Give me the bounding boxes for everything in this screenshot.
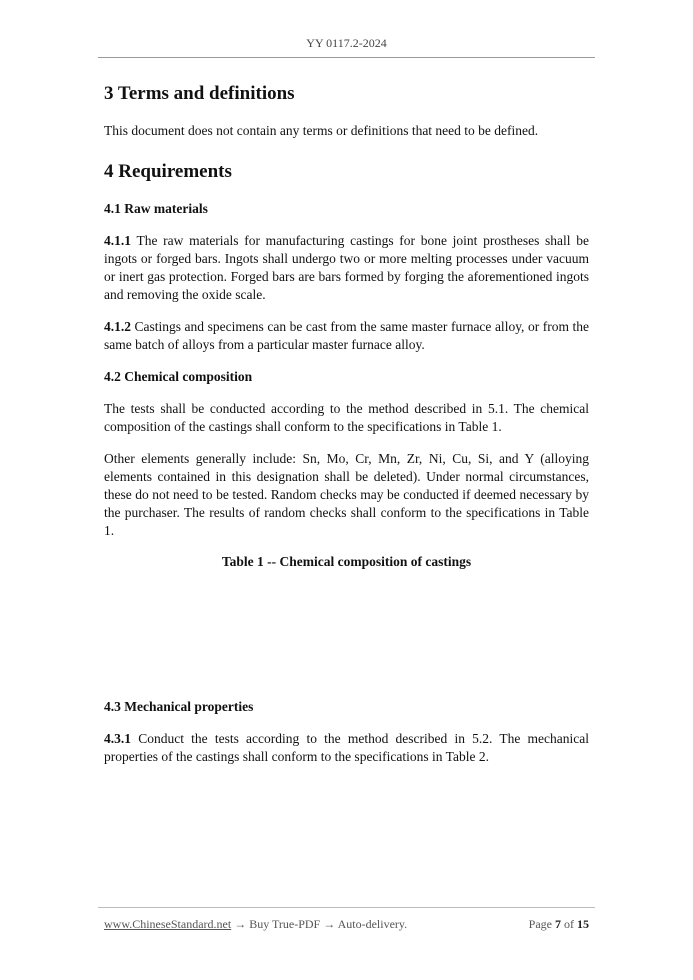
header-divider [98, 57, 595, 58]
paragraph-4-1-1 [104, 232, 589, 304]
section-4-2-title: 4.2 Chemical composition [104, 369, 253, 384]
arrow-icon: → [320, 917, 338, 931]
paragraph-4-2-a: The tests shall be conducted according to the method described in 5.1. The chemical composition of the castings shall conform to the specifications in Table 1. [104, 401, 589, 434]
page-footer [104, 917, 589, 932]
page-indicator [529, 917, 589, 932]
site-link[interactable]: www.ChineseStandard.net [104, 917, 232, 931]
paragraph-4-2-b: Other elements generally include: Sn, Mo, Cr, Mn, Zr, Ni, Cu, Si, and Y (alloying elements contained in this designation shall be deleted). Under normal circumstances, these do not need to be tested. Random checks may be conducted if deemed necessary by the purchaser. The results of random checks shall conform to the specifications in Table 1. [104, 451, 589, 538]
buy-text: Buy True-PDF [249, 917, 321, 931]
footer-left [104, 917, 407, 932]
section-4-1-title: 4.1 Raw materials [104, 201, 208, 216]
clause-number: 4.3.1 [104, 731, 131, 746]
table-1-caption: Table 1 -- Chemical composition of castings [221, 554, 472, 569]
page-number: 7 [555, 917, 561, 931]
table-1-area [104, 571, 589, 698]
section-4-title: 4 Requirements [104, 161, 232, 182]
clause-text: Conduct the tests according to the method described in 5.2. The mechanical properties of the castings shall conform to the specifications in Table 2. [104, 731, 589, 764]
paragraph-4-1-2 [104, 318, 589, 354]
auto-delivery-text: Auto-delivery. [337, 917, 408, 931]
clause-number: 4.1.2 [104, 319, 131, 334]
header-doc-id: YY 0117.2-2024 [306, 36, 387, 50]
of-label: of [561, 917, 577, 931]
clause-number: 4.1.1 [104, 233, 131, 248]
page-content [104, 82, 589, 766]
section-3-text: This document does not contain any terms or definitions that need to be defined. [104, 123, 539, 138]
arrow-icon: → [231, 917, 250, 931]
section-3-title: 3 Terms and definitions [104, 83, 295, 104]
paragraph-4-3-1 [104, 730, 589, 766]
footer-divider [98, 907, 595, 908]
clause-text: Castings and specimens can be cast from the same master furnace alloy, or from the same batch of alloys from a particular master furnace alloy. [104, 319, 589, 352]
clause-text: The raw materials for manufacturing castings for bone joint prostheses shall be ingots or forged bars. Ingots shall undergo two or more melting processes under vacuum or inert gas protection. Forged bars are bars formed by forging the aforementioned ingots and removing the oxide scale. [104, 233, 589, 302]
page-total: 15 [577, 917, 589, 931]
page-label: Page [528, 917, 555, 931]
section-4-3-title: 4.3 Mechanical properties [104, 699, 254, 714]
